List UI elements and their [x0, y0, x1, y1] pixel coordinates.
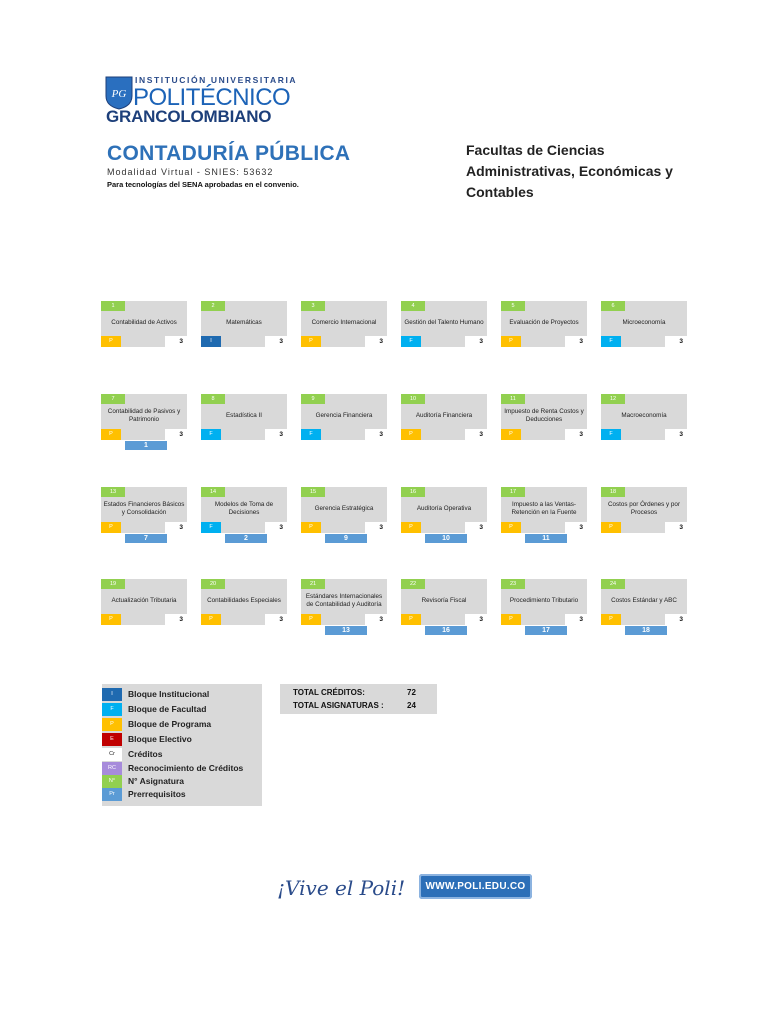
- course-number: 24: [601, 579, 625, 589]
- faculty-line: Administrativas, Económicas y: [466, 163, 673, 179]
- institution-logo: [105, 74, 298, 126]
- course-block-badge: F: [201, 522, 221, 533]
- course-prerequisite: 11: [525, 534, 567, 543]
- course-name: Estados Financieros Básicos y Consolidación: [103, 501, 185, 516]
- course-credits: 3: [165, 614, 187, 625]
- legend-swatch: Pr: [102, 788, 122, 801]
- course-card: [101, 487, 187, 542]
- legend-label: Créditos: [128, 749, 163, 759]
- course-number: 8: [201, 394, 225, 404]
- totals-panel: [280, 684, 437, 714]
- course-card: [601, 394, 687, 440]
- course-credits: 3: [265, 429, 287, 440]
- course-card: [101, 301, 187, 347]
- total-credits-label: TOTAL CRÉDITOS:: [293, 688, 365, 697]
- course-name: Impuesto de Renta Costos y Deducciones: [504, 408, 584, 423]
- course-name: Costos por Órdenes y por Procesos: [607, 501, 681, 516]
- course-number: 23: [501, 579, 525, 589]
- course-name: Gestión del Talento Humano: [404, 319, 484, 326]
- course-block-badge: P: [101, 429, 121, 440]
- program-note: Para tecnologías del SENA aprobadas en el convenio.: [107, 180, 299, 189]
- legend-label: Reconocimiento de Créditos: [128, 763, 244, 773]
- course-block-badge: F: [601, 429, 621, 440]
- faculty-title: [466, 140, 706, 203]
- course-prerequisite: 9: [325, 534, 367, 543]
- course-prerequisite: 2: [225, 534, 267, 543]
- course-block-badge: F: [301, 429, 321, 440]
- legend-label: Prerrequisitos: [128, 789, 186, 799]
- course-block-badge: F: [401, 336, 421, 347]
- course-number: 9: [301, 394, 325, 404]
- course-credits: 3: [565, 336, 587, 347]
- course-name: Impuesto a las Ventas- Retención en la Fuente: [511, 501, 577, 516]
- course-credits: 3: [465, 336, 487, 347]
- course-block-badge: P: [501, 522, 521, 533]
- course-name: Gerencia Estratégica: [314, 505, 374, 512]
- course-credits: 3: [565, 522, 587, 533]
- institution-line: INSTITUCIÓN UNIVERSITARIA: [135, 75, 298, 85]
- website-button[interactable]: WWW.POLI.EDU.CO: [419, 874, 532, 899]
- legend-item: [102, 762, 262, 775]
- faculty-line: Contables: [466, 184, 534, 200]
- course-name: Microeconomía: [622, 319, 666, 326]
- course-card: [401, 394, 487, 440]
- course-credits: 3: [465, 429, 487, 440]
- course-prerequisite: 18: [625, 626, 667, 635]
- legend-item: [102, 718, 262, 731]
- course-card: [301, 487, 387, 542]
- course-block-badge: P: [501, 614, 521, 625]
- course-number: 18: [601, 487, 625, 497]
- course-name: Contabilidad de Activos: [111, 319, 177, 326]
- course-credits: 3: [165, 522, 187, 533]
- legend-swatch: E: [102, 733, 122, 746]
- course-card: [401, 301, 487, 347]
- course-prerequisite: 13: [325, 626, 367, 635]
- course-name: Costos Estándar y ABC: [611, 597, 677, 604]
- course-credits: 3: [665, 614, 687, 625]
- course-prerequisite: 16: [425, 626, 467, 635]
- legend-item: [102, 775, 262, 788]
- course-credits: 3: [665, 336, 687, 347]
- course-card: [601, 487, 687, 533]
- course-block-badge: P: [401, 522, 421, 533]
- course-block-badge: P: [601, 614, 621, 625]
- course-name: Actualización Tributaria: [111, 597, 177, 604]
- legend-label: Bloque Electivo: [128, 734, 192, 744]
- course-name: Macroeconomía: [621, 412, 667, 419]
- course-credits: 3: [265, 522, 287, 533]
- total-subjects-label: TOTAL ASIGNATURAS :: [293, 701, 384, 710]
- course-number: 17: [501, 487, 525, 497]
- course-name: Gerencia Financiera: [315, 412, 373, 419]
- course-block-badge: I: [201, 336, 221, 347]
- course-card: [201, 394, 287, 440]
- course-credits: 3: [665, 429, 687, 440]
- course-number: 20: [201, 579, 225, 589]
- shield-logo-icon: [105, 76, 133, 110]
- course-credits: 3: [165, 429, 187, 440]
- course-credits: 3: [465, 522, 487, 533]
- course-number: 13: [101, 487, 125, 497]
- legend-item: [102, 733, 262, 746]
- course-credits: 3: [565, 614, 587, 625]
- course-credits: 3: [265, 336, 287, 347]
- course-name: Estadística II: [225, 412, 263, 419]
- total-subjects-value: 24: [407, 701, 416, 710]
- course-number: 22: [401, 579, 425, 589]
- legend-label: N° Asignatura: [128, 776, 184, 786]
- course-number: 11: [501, 394, 525, 404]
- course-number: 2: [201, 301, 225, 311]
- course-number: 12: [601, 394, 625, 404]
- course-block-badge: P: [501, 429, 521, 440]
- legend-swatch: Cr: [102, 748, 122, 761]
- total-credits-value: 72: [407, 688, 416, 697]
- course-credits: 3: [665, 522, 687, 533]
- course-block-badge: F: [601, 336, 621, 347]
- course-block-badge: P: [601, 522, 621, 533]
- course-card: [501, 394, 587, 440]
- course-name: Estándares Internacionales de Contabilidad y Auditoría: [305, 593, 383, 608]
- course-credits: 3: [565, 429, 587, 440]
- course-card: [501, 487, 587, 542]
- course-name: Modelos de Toma de Decisiones: [214, 501, 274, 516]
- course-number: 19: [101, 579, 125, 589]
- legend-item: [102, 748, 262, 761]
- brand-name: POLITÉCNICO: [133, 84, 291, 111]
- course-card: [301, 579, 387, 634]
- course-credits: 3: [265, 614, 287, 625]
- course-block-badge: P: [401, 614, 421, 625]
- program-modality: Modalidad Virtual - SNIES: 53632: [107, 167, 274, 177]
- course-number: 10: [401, 394, 425, 404]
- course-prerequisite: 17: [525, 626, 567, 635]
- course-prerequisite: 10: [425, 534, 467, 543]
- course-name: Auditoría Operativa: [416, 505, 472, 512]
- legend-label: Bloque Institucional: [128, 689, 210, 699]
- course-credits: 3: [365, 336, 387, 347]
- logo-mark: PG: [111, 88, 127, 100]
- course-credits: 3: [365, 429, 387, 440]
- legend-label: Bloque de Facultad: [128, 704, 207, 714]
- course-card: [401, 487, 487, 542]
- legend-item: [102, 703, 262, 716]
- faculty-line: Facultas de Ciencias: [466, 142, 605, 158]
- legend-item: [102, 688, 262, 701]
- course-name: Contabilidades Especiales: [207, 597, 281, 604]
- course-block-badge: P: [101, 614, 121, 625]
- legend-item: [102, 788, 262, 801]
- course-number: 14: [201, 487, 225, 497]
- course-card: [601, 301, 687, 347]
- legend-swatch: P: [102, 718, 122, 731]
- course-card: [301, 394, 387, 440]
- course-card: [101, 579, 187, 625]
- course-block-badge: F: [201, 429, 221, 440]
- program-title: CONTADURÍA PÚBLICA: [107, 142, 351, 165]
- course-number: 7: [101, 394, 125, 404]
- course-card: [501, 579, 587, 634]
- course-number: 15: [301, 487, 325, 497]
- course-block-badge: P: [301, 522, 321, 533]
- legend-swatch: RC: [102, 762, 122, 775]
- course-number: 4: [401, 301, 425, 311]
- course-card: [201, 301, 287, 347]
- legend-swatch: I: [102, 688, 122, 701]
- course-name: Matemáticas: [226, 319, 262, 326]
- legend-swatch: N°: [102, 775, 122, 788]
- course-card: [501, 301, 587, 347]
- course-block-badge: P: [101, 522, 121, 533]
- course-block-badge: P: [301, 614, 321, 625]
- course-credits: 3: [165, 336, 187, 347]
- course-block-badge: P: [301, 336, 321, 347]
- course-name: Auditoría Financiera: [415, 412, 473, 419]
- course-card: [301, 301, 387, 347]
- course-block-badge: P: [201, 614, 221, 625]
- course-number: 16: [401, 487, 425, 497]
- course-credits: 3: [365, 522, 387, 533]
- course-prerequisite: 7: [125, 534, 167, 543]
- course-name: Contabilidad de Pasivos y Patrimonio: [107, 408, 181, 423]
- course-number: 3: [301, 301, 325, 311]
- course-number: 6: [601, 301, 625, 311]
- course-card: [201, 579, 287, 625]
- course-name: Revisoría Fiscal: [421, 597, 467, 604]
- course-number: 21: [301, 579, 325, 589]
- legend-swatch: F: [102, 703, 122, 716]
- course-prerequisite: 1: [125, 441, 167, 450]
- course-block-badge: P: [101, 336, 121, 347]
- slogan: ¡Vive el Poli!: [277, 876, 406, 900]
- course-block-badge: P: [501, 336, 521, 347]
- course-credits: 3: [465, 614, 487, 625]
- legend-panel: [102, 684, 262, 806]
- legend-label: Bloque de Programa: [128, 719, 212, 729]
- brand-subname: GRANCOLOMBIANO: [106, 107, 272, 126]
- course-card: [101, 394, 187, 449]
- course-number: 1: [101, 301, 125, 311]
- course-card: [401, 579, 487, 634]
- course-name: Comercio Internacional: [311, 319, 377, 326]
- course-name: Evaluación de Proyectos: [509, 319, 579, 326]
- course-credits: 3: [365, 614, 387, 625]
- course-card: [201, 487, 287, 542]
- course-card: [601, 579, 687, 634]
- course-number: 5: [501, 301, 525, 311]
- course-block-badge: P: [401, 429, 421, 440]
- course-name: Procedimiento Tributario: [509, 597, 579, 604]
